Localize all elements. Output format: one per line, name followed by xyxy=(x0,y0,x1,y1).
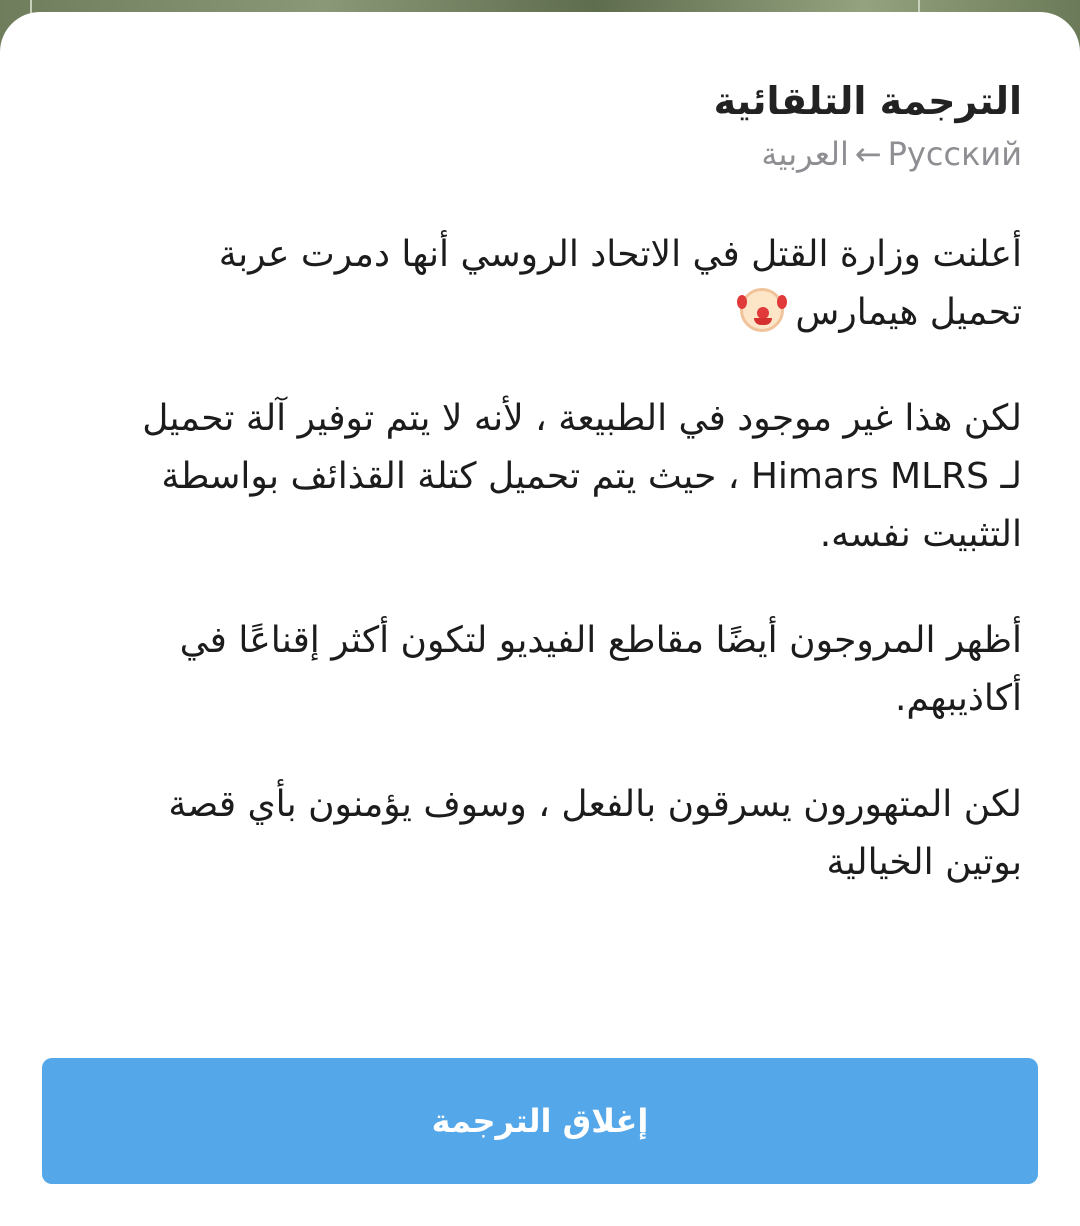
translated-paragraph: أظهر المروجون أيضًا مقاطع الفيديو لتكون أكثر إقناعًا في أكاذيبهم. xyxy=(179,620,1022,719)
clown-face-icon xyxy=(740,288,784,332)
source-language: Русский xyxy=(887,135,1022,173)
translated-text xyxy=(122,226,1022,1140)
sheet-header xyxy=(122,74,1022,178)
translated-paragraph xyxy=(122,226,1022,342)
arrow-left-icon: ← xyxy=(854,135,882,173)
sheet-title: الترجمة التلقائية xyxy=(713,79,1022,123)
translated-paragraph xyxy=(122,940,1022,998)
translated-paragraph: لكن هذا غير موجود في الطبيعة ، لأنه لا يتم توفير آلة تحميل لـ Himars MLRS ، حيث يتم تحميل كتلة القذائف بواسطة التثبيت نفسه. xyxy=(142,398,1022,555)
translated-paragraph: لكن المتهورون يسرقون بالفعل ، وسوف يؤمنون بأي قصة بوتين الخيالية xyxy=(168,784,1022,883)
paragraph-text: أعلنت وزارة القتل في الاتحاد الروسي أنها دمرت عربة تحميل هيمارس xyxy=(218,234,1022,333)
close-translation-button[interactable]: إغلاق الترجمة xyxy=(42,1058,1038,1184)
ukraine-flag-icon xyxy=(976,952,1022,984)
language-pair[interactable] xyxy=(122,130,1022,178)
target-language: العربية xyxy=(761,135,849,173)
